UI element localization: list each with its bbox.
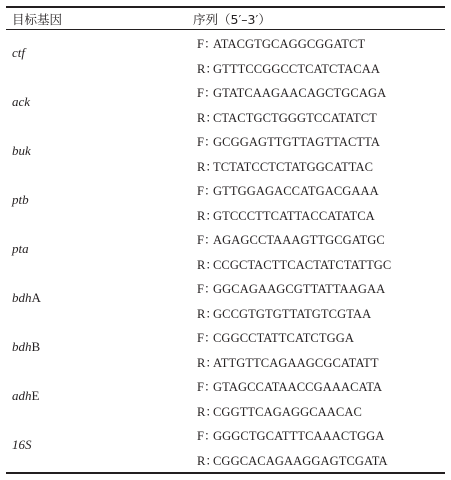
table-body <box>0 31 451 472</box>
forward-primer-sequence: GTAGCCATAACCGAAACATA <box>213 380 383 394</box>
gene-name-suffix: E <box>31 388 40 403</box>
forward-primer-sequence: CGGCCTATTCATCTGGA <box>213 331 354 345</box>
table-row <box>0 374 451 423</box>
reverse-primer <box>197 59 380 77</box>
reverse-primer-sequence: CGGCACAGAAGGAGTCGATA <box>213 454 388 468</box>
reverse-primer <box>197 304 371 322</box>
reverse-primer-label: R： <box>197 307 219 321</box>
reverse-primer-label: R： <box>197 405 219 419</box>
reverse-primer <box>197 157 373 175</box>
gene-name-base: buk <box>12 143 31 158</box>
gene-name-base: adh <box>12 388 32 403</box>
forward-primer <box>197 132 380 150</box>
bottom-rule <box>6 472 445 474</box>
reverse-primer-label: R： <box>197 160 219 174</box>
table-row <box>0 227 451 276</box>
reverse-primer-sequence: CGGTTCAGAGGCAACAC <box>213 405 362 419</box>
reverse-primer-sequence: CTACTGCTGGGTCCATATCT <box>213 111 377 125</box>
forward-primer-sequence: GCGGAGTTGTTAGTTACTTA <box>213 135 381 149</box>
table-row <box>0 325 451 374</box>
table-row <box>0 423 451 472</box>
forward-primer-label: F： <box>197 86 217 100</box>
forward-primer <box>197 230 385 248</box>
gene-name <box>12 388 39 404</box>
forward-primer-label: F： <box>197 184 217 198</box>
forward-primer <box>197 377 382 395</box>
reverse-primer-label: R： <box>197 454 219 468</box>
reverse-primer-label: R： <box>197 258 219 272</box>
table-row <box>0 31 451 80</box>
reverse-primer-label: R： <box>197 356 219 370</box>
gene-name-base: ptb <box>12 192 29 207</box>
table-row <box>0 80 451 129</box>
header-rule <box>6 29 445 30</box>
forward-primer <box>197 83 386 101</box>
header-gene: 目标基因 <box>12 12 63 27</box>
reverse-primer-sequence: GCCGTGTGTTATGTCGTAA <box>213 307 372 321</box>
forward-primer-sequence: AGAGCCTAAAGTTGCGATGC <box>213 233 385 247</box>
reverse-primer-sequence: CCGCTACTTCACTATCTATTGC <box>213 258 392 272</box>
forward-primer <box>197 328 354 346</box>
gene-name-base: ack <box>12 94 31 109</box>
gene-name <box>12 45 25 61</box>
reverse-primer-sequence: ATTGTTCAGAAGCGCATATT <box>213 356 379 370</box>
forward-primer-label: F： <box>197 331 217 345</box>
reverse-primer-label: R： <box>197 209 219 223</box>
gene-name-base: 16S <box>12 437 32 452</box>
table-row <box>0 276 451 325</box>
gene-name <box>12 290 41 306</box>
forward-primer <box>197 279 385 297</box>
reverse-primer-sequence: GTTTCCGGCCTCATCTACAA <box>213 62 380 76</box>
gene-name-suffix: B <box>31 339 41 354</box>
forward-primer-sequence: GGGCTGCATTTCAAACTGGA <box>213 429 385 443</box>
forward-primer <box>197 181 379 199</box>
reverse-primer <box>197 108 377 126</box>
gene-name-base: bdh <box>12 339 32 354</box>
table-header <box>0 7 451 29</box>
forward-primer-label: F： <box>197 282 217 296</box>
reverse-primer <box>197 353 379 371</box>
reverse-primer <box>197 402 362 420</box>
header-sequence: 序列（5′–3′） <box>193 12 271 27</box>
reverse-primer-label: R： <box>197 62 219 76</box>
forward-primer <box>197 34 365 52</box>
gene-name <box>12 94 30 110</box>
gene-name <box>12 339 40 355</box>
forward-primer-sequence: ATACGTGCAGGCGGATCT <box>213 37 366 51</box>
forward-primer-sequence: GTATCAAGAACAGCTGCAGA <box>213 86 387 100</box>
forward-primer-sequence: GGCAGAAGCGTTATTAAGAA <box>213 282 386 296</box>
gene-name <box>12 143 31 159</box>
gene-name-base: bdh <box>12 290 32 305</box>
gene-name-suffix: A <box>31 290 41 305</box>
table-row <box>0 178 451 227</box>
reverse-primer-sequence: GTCCCTTCATTACCATATCA <box>213 209 375 223</box>
forward-primer-label: F： <box>197 135 217 149</box>
gene-name <box>12 192 29 208</box>
gene-name-base: pta <box>12 241 29 256</box>
gene-name <box>12 241 29 257</box>
forward-primer <box>197 426 384 444</box>
gene-name <box>12 437 32 453</box>
forward-primer-label: F： <box>197 429 217 443</box>
table-row <box>0 129 451 178</box>
reverse-primer <box>197 255 391 273</box>
reverse-primer-sequence: TCTATCCTCTATGGCATTAC <box>213 160 374 174</box>
gene-name-base: ctf <box>12 45 25 60</box>
forward-primer-sequence: GTTGGAGACCATGACGAAA <box>213 184 379 198</box>
reverse-primer <box>197 206 375 224</box>
reverse-primer-label: R： <box>197 111 219 125</box>
forward-primer-label: F： <box>197 380 217 394</box>
forward-primer-label: F： <box>197 37 217 51</box>
forward-primer-label: F： <box>197 233 217 247</box>
reverse-primer <box>197 451 388 469</box>
